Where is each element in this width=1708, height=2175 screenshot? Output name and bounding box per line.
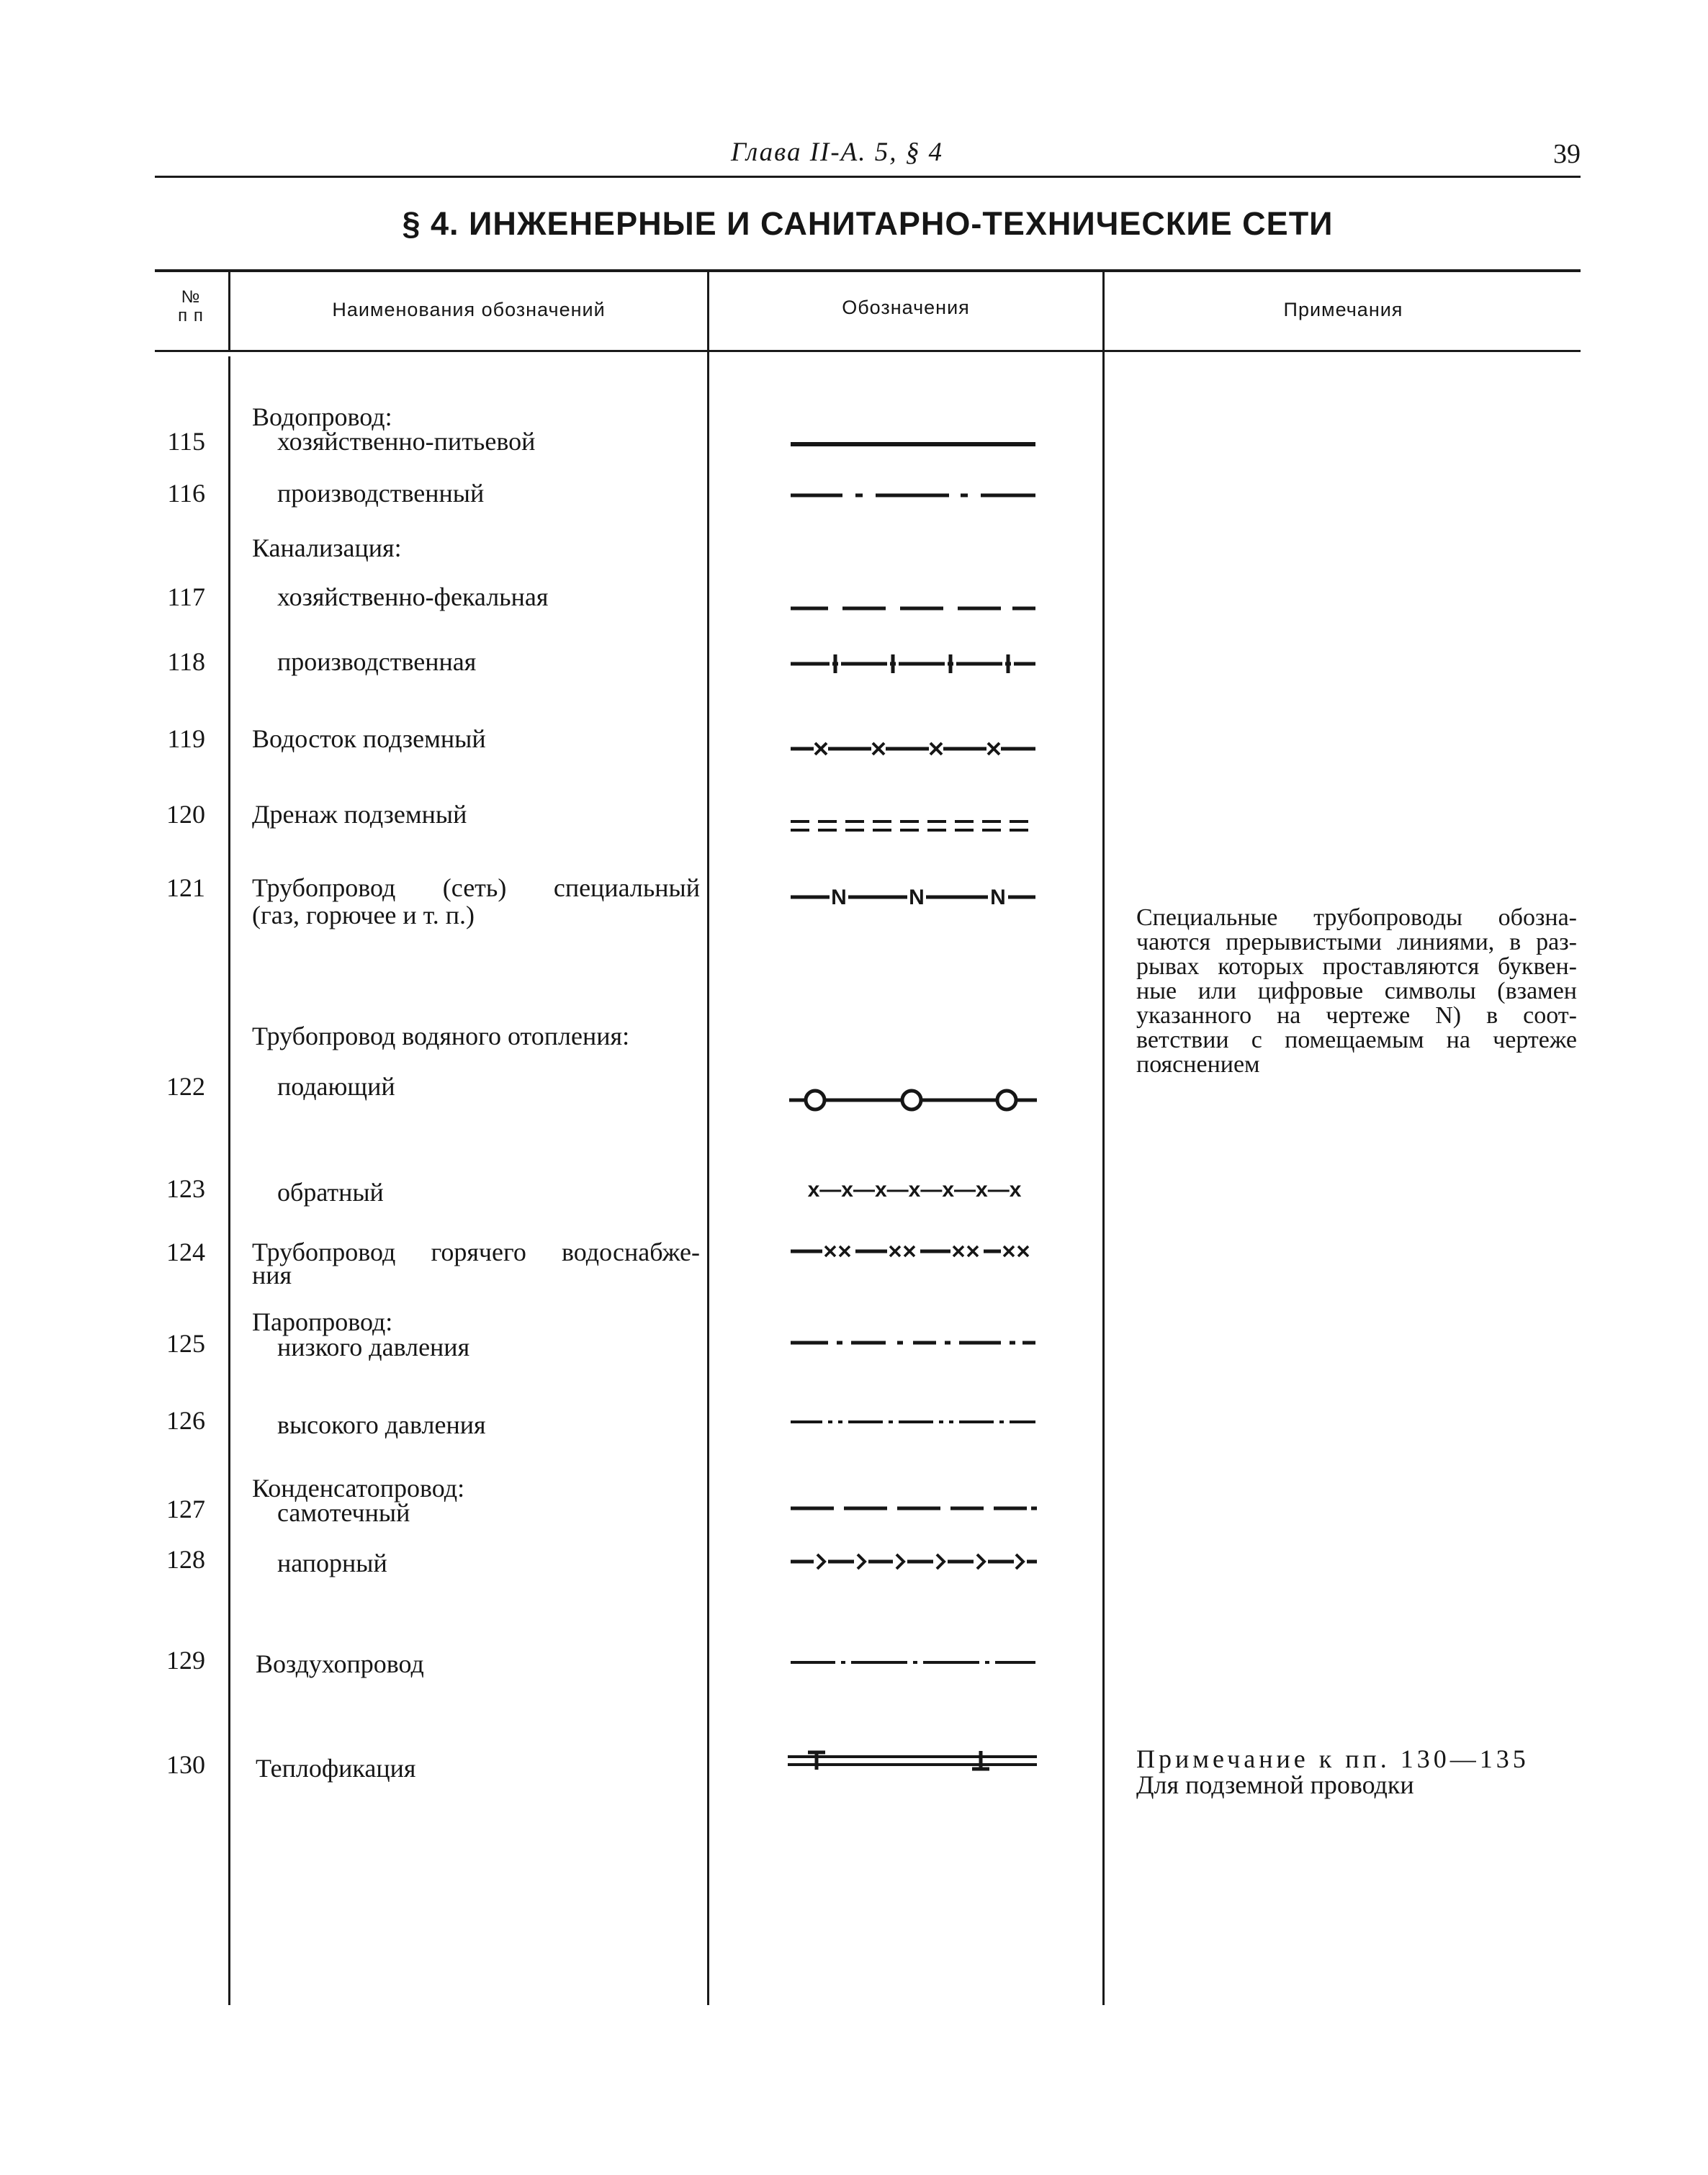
row-name: Водосток подземный	[252, 724, 486, 753]
section-title: § 4. ИНЖЕНЕРНЫЕ И САНИТАРНО-ТЕХНИЧЕСКИЕ СЕТИ	[402, 205, 1334, 242]
row-number: 125	[166, 1329, 205, 1358]
row-number: 120	[166, 800, 205, 829]
note-line: чаются прерывистыми линиями, в раз-	[1136, 929, 1577, 955]
table-head-rule	[155, 350, 1581, 352]
symbol-letter: N	[831, 886, 847, 909]
group-heading-steam: Паропровод:	[252, 1307, 393, 1336]
column-divider-2	[707, 272, 709, 2005]
row-name: Воздухопровод	[256, 1649, 424, 1678]
chapter-reference: Глава II-А. 5, § 4	[731, 138, 944, 167]
row-number: 117	[167, 582, 205, 611]
note-text: Для подземной проводки	[1136, 1770, 1414, 1799]
row-name: производственный	[277, 479, 485, 508]
row-number: 122	[166, 1072, 205, 1101]
row-name: низкого давления	[277, 1333, 470, 1361]
row-name: самотечный	[277, 1498, 410, 1527]
column-header-notes: Примечания	[1283, 299, 1403, 320]
column-divider-1	[228, 272, 230, 351]
symbol-x-line	[785, 731, 1044, 767]
row-name-line1: Трубопровод горячего водоснабже-	[252, 1238, 700, 1266]
group-heading-heating: Трубопровод водяного отопления:	[252, 1022, 630, 1050]
symbol-line-with-letter	[785, 877, 1044, 913]
symbol-x-dash-line	[785, 1170, 1044, 1206]
note-line: ные или цифровые символы (взамен	[1136, 978, 1577, 1004]
row-number: 127	[166, 1495, 205, 1523]
note-items-130-135	[1136, 1746, 1581, 1798]
column-header-name: Наименования обозначений	[332, 299, 606, 320]
symbol-double-x-line	[785, 1233, 1044, 1269]
symbol-dash-dot-line	[785, 477, 1044, 513]
page-number: 39	[1553, 139, 1581, 169]
row-number: 121	[166, 873, 205, 902]
row-number: 119	[167, 724, 205, 753]
symbol-x-dash-text: x—x—x—x—x—x—x	[807, 1178, 1022, 1202]
note-line: ветствии с помещаемым на чертеже	[1136, 1027, 1577, 1053]
row-number: 128	[166, 1545, 205, 1574]
symbol-arrow-line	[785, 1542, 1044, 1578]
note-line: рывах которых проставляются буквен-	[1136, 953, 1577, 980]
row-name: Дренаж подземный	[252, 800, 467, 829]
symbol-dash-vertical-bar-line	[785, 644, 1044, 680]
row-name: высокого давления	[277, 1410, 486, 1439]
row-number: 116	[167, 479, 205, 508]
group-heading-water: Водопровод:	[252, 402, 392, 431]
symbol-solid-line	[785, 425, 1044, 461]
column-header-symbol: Обозначения	[842, 297, 970, 318]
symbol-long-dash-dot-line	[785, 1323, 1044, 1359]
symbol-letter: N	[990, 886, 1006, 909]
row-name: хозяйственно-питьевой	[277, 427, 536, 456]
row-number: 130	[166, 1750, 205, 1779]
group-heading-sewer: Канализация:	[252, 533, 402, 562]
column-header-number-line1: №	[181, 287, 201, 307]
row-number: 118	[167, 647, 205, 676]
symbol-double-line-with-supports	[785, 1742, 1044, 1778]
row-name: Теплофикация	[256, 1754, 416, 1783]
symbol-long-dashed-line	[785, 1489, 1044, 1525]
row-name-line2: ния	[252, 1261, 292, 1289]
row-number: 124	[166, 1238, 205, 1266]
column-divider-1-body	[228, 356, 230, 2005]
table-top-rule	[155, 269, 1581, 272]
row-name: обратный	[277, 1178, 384, 1207]
note-special-pipelines	[1136, 906, 1577, 1077]
group-heading-condensate: Конденсатопровод:	[252, 1474, 465, 1503]
symbol-fine-dash-dot-line	[785, 1643, 1044, 1679]
column-divider-3	[1102, 272, 1105, 2005]
row-name-line1: Трубопровод (сеть) специальный	[252, 873, 700, 902]
row-name: производственная	[277, 647, 477, 676]
symbol-letter: N	[909, 886, 925, 909]
symbol-dash-double-dot-line	[785, 1402, 1044, 1438]
row-name: напорный	[277, 1549, 387, 1577]
row-number: 123	[166, 1174, 205, 1203]
row-name: хозяйственно-фекальная	[277, 582, 549, 611]
row-number: 115	[167, 427, 205, 456]
symbol-dashed-line	[785, 590, 1044, 626]
symbol-double-dashed-line	[785, 806, 1044, 842]
symbol-line-with-circles	[785, 1080, 1044, 1116]
row-name: подающий	[277, 1072, 395, 1101]
column-header-number	[155, 288, 227, 325]
column-header-number-line2: п п	[178, 306, 204, 325]
row-name-line2: (газ, горючее и т. п.)	[252, 901, 475, 929]
row-number: 129	[166, 1646, 205, 1675]
note-line: Специальные трубопроводы обозна-	[1136, 904, 1577, 931]
row-number: 126	[166, 1406, 205, 1435]
note-line: указанного на чертеже N) в соот-	[1136, 1002, 1577, 1029]
note-line: пояснением	[1136, 1051, 1260, 1078]
note-heading: Примечание к пп. 130—135	[1136, 1744, 1529, 1773]
